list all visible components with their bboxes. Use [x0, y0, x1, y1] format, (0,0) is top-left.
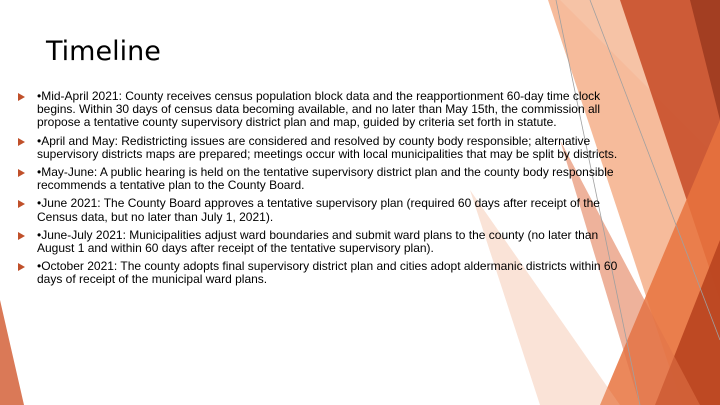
- timeline-item: [18, 229, 630, 255]
- bullet-arrow-icon: [18, 138, 25, 146]
- timeline-item-text: •October 2021: The county adopts final supervisory district plan and cities adopt aldermanic districts within 60 days of receipt of the municipal ward plans.: [37, 259, 618, 287]
- timeline-item-text: •June 2021: The County Board approves a tentative supervisory plan (required 60 days after receipt of the Census data, but no later than July 1, 2021).: [37, 196, 600, 224]
- timeline-item: [18, 135, 630, 161]
- bullet-arrow-icon: [18, 263, 25, 271]
- bullet-arrow-icon: [18, 93, 25, 101]
- bullet-arrow-icon: [18, 232, 25, 240]
- left-accent-strip: [0, 300, 24, 405]
- timeline-item: [18, 166, 630, 192]
- bullet-arrow-icon: [18, 200, 25, 208]
- timeline-item: [18, 260, 630, 286]
- timeline-item-text: •June-July 2021: Municipalities adjust ward boundaries and submit ward plans to the county (no later than August 1 and within 60 days after receipt of the tentative supervisory plan).: [37, 227, 599, 256]
- bullet-arrow-icon: [18, 169, 25, 177]
- timeline-item-text: •May-June: A public hearing is held on the tentative supervisory district plan and the county body responsible recommends a tentative plan to the County Board.: [37, 165, 614, 193]
- timeline-item: [18, 90, 630, 130]
- timeline-item: [18, 197, 630, 223]
- timeline-item-text: •Mid-April 2021: County receives census population block data and the reapportionment 60-day time clock begins. Within 30 days of census data becoming available, and no later than May 15th, the commission all propose a tentative county supervisory district plan and map, guided by criteria set forth in statute.: [37, 89, 601, 130]
- timeline-list: [18, 90, 630, 292]
- timeline-item-text: •April and May: Redistricting issues are considered and resolved by county body responsible; alternative supervisory districts maps are prepared; meetings occur with local municipalities that may be split by districts.: [37, 133, 618, 161]
- slide-title: Timeline: [46, 36, 161, 67]
